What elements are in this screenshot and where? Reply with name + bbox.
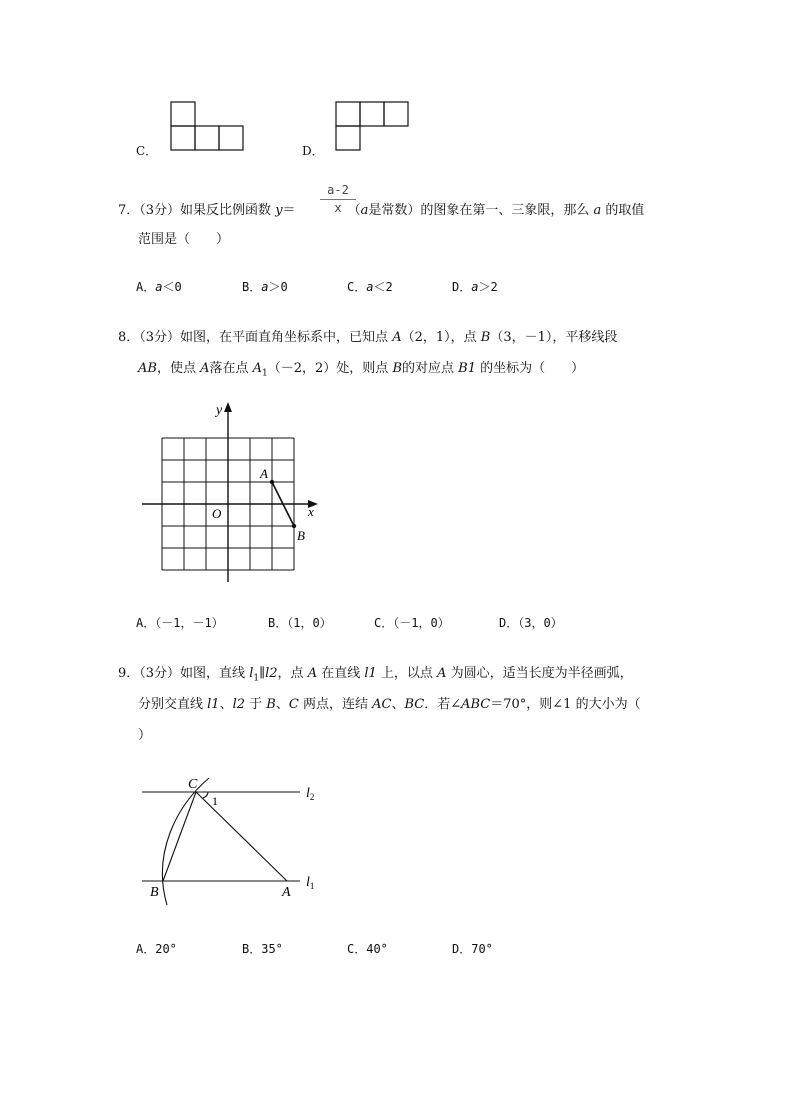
q9-angle-1-mark <box>203 792 208 798</box>
q7-fraction <box>318 183 358 216</box>
q8-stem-line1: 8．（3分）如图，在平面直角坐标系中，已知点 A（2，1），点 B（3，－1），平移线段 <box>118 330 618 345</box>
q9-option-a: A．20° <box>136 942 177 956</box>
q9-point-c-label: C <box>188 777 198 792</box>
q9-point-a-label: A <box>282 885 291 900</box>
q9-option-b: B．35° <box>242 942 283 956</box>
q8-option-b: B．（1，0） <box>268 616 332 630</box>
q9-stem-line2: 分别交直线 l1、l2 于 B、C 两点，连结 AC、BC．若∠ABC＝70°，则∠1 的大小为（ <box>138 697 641 712</box>
q7-fraction-denominator: x <box>334 201 342 215</box>
q6-option-c-net-figure <box>168 100 248 154</box>
q9-stem-line1: 9．（3分）如图，直线 $l_1\parallel l2$，点 A 在直线 l1 上，以点 A 为圆心，适当长度为半径画弧， <box>118 666 633 684</box>
q6-option-c-label: C． <box>136 144 158 158</box>
q9-segment-bc <box>163 792 196 881</box>
q8-point-a <box>270 480 274 484</box>
q8-option-c: C．（－1，0） <box>374 616 450 630</box>
q9-stem-line3: ） <box>138 728 152 743</box>
q7-option-a: A．a＜0 <box>136 280 182 294</box>
q6-option-d-net-figure <box>333 100 413 154</box>
q9-angle-1-label: 1 <box>212 794 218 808</box>
q8-point-a-label: A <box>260 466 268 481</box>
q9-l2-label: $l_2$ <box>306 786 315 802</box>
q8-coordinate-grid-figure <box>140 398 330 588</box>
q7-option-d: D．a＞2 <box>452 280 498 294</box>
q8-x-axis-label: x <box>308 504 314 519</box>
q9-parallel-lines-figure <box>136 772 336 912</box>
q8-option-d: D．（3，0） <box>499 616 563 630</box>
q7-option-c: C．a＜2 <box>347 280 393 294</box>
q9-segment-ac <box>196 792 287 881</box>
q7-option-b: B．a＞0 <box>242 280 288 294</box>
q7-stem-line1: 7．（3分）如果反比例函数 y＝ （a是常数）的图象在第一、三象限，那么 a 的取值 <box>118 203 645 218</box>
q9-option-c: C．40° <box>347 942 388 956</box>
q8-point-b <box>292 524 296 528</box>
q9-point-b-label: B <box>150 885 159 900</box>
q8-y-axis-arrow-icon <box>224 402 232 412</box>
q7-fraction-bar <box>320 199 356 200</box>
q8-axes <box>142 408 312 582</box>
q8-option-a: A．（－1，－1） <box>136 616 224 630</box>
q8-stem-line2: AB，使点 A落在点 $A_1(-2$，2）处，则点 B的对应点 B1 的坐标为（ ） <box>138 361 585 379</box>
q9-arc <box>162 778 209 905</box>
q8-y-axis-label: y <box>216 403 223 418</box>
q8-point-b-label: B <box>297 528 305 543</box>
q9-l1-label: $l_1$ <box>306 875 315 891</box>
q7-stem-line2: 范围是（ ） <box>138 232 230 247</box>
q9-option-d: D．70° <box>452 942 493 956</box>
q8-origin-label: O <box>212 506 222 521</box>
q7-fraction-numerator: a-2 <box>327 183 349 197</box>
q6-option-d-label: D． <box>302 144 324 158</box>
